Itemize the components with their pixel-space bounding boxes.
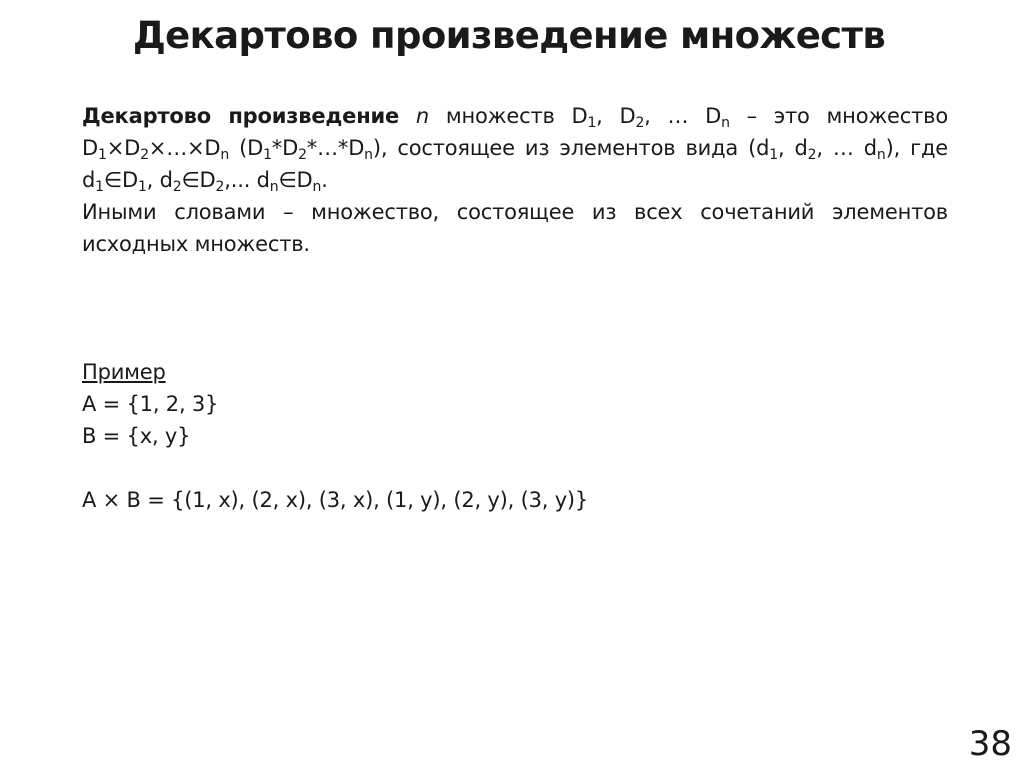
- subscript: 2: [172, 179, 182, 195]
- subscript: n: [269, 179, 279, 195]
- def-text: *D: [271, 136, 299, 160]
- set-a-line: A = {1, 2, 3}: [82, 392, 219, 416]
- def-text: ∈D: [278, 168, 313, 192]
- example-heading: Пример: [82, 360, 166, 384]
- subscript: 2: [298, 147, 307, 163]
- subscript: n: [721, 115, 730, 131]
- def-text: ,... d: [224, 168, 270, 192]
- subscript: 1: [263, 147, 272, 163]
- subscript: 2: [807, 147, 817, 163]
- subscript: n: [220, 147, 230, 163]
- subscript: n: [364, 147, 373, 163]
- def-text: , … D: [644, 104, 722, 128]
- subscript: 1: [587, 115, 597, 131]
- subscript: 1: [97, 147, 107, 163]
- def-text: , D: [596, 104, 636, 128]
- var-n: n: [415, 104, 430, 128]
- subscript: 1: [137, 179, 147, 195]
- subscript: 1: [95, 179, 104, 195]
- subscript: n: [312, 179, 322, 195]
- def-text: , d: [777, 136, 808, 160]
- spacer: [82, 452, 948, 484]
- definition-block: [82, 100, 948, 260]
- def-text: ), где d: [82, 136, 948, 192]
- other-words-paragraph: Иными словами – множество, состоящее из всех сочетаний элементов исходных множеств.: [82, 200, 948, 256]
- def-text: ∈D: [103, 168, 138, 192]
- def-text: .: [321, 168, 328, 192]
- subscript: 2: [635, 115, 645, 131]
- def-text: ∈D: [181, 168, 216, 192]
- subscript: 2: [215, 179, 225, 195]
- product-line: A × B = {(1, x), (2, x), (3, x), (1, y), (2, y), (3, y)}: [82, 488, 589, 512]
- def-text: , d: [146, 168, 173, 192]
- def-text: ), состоящее из элементов вида (d: [372, 136, 770, 160]
- def-text: ×D: [106, 136, 141, 160]
- def-text: – это множество D: [82, 104, 948, 160]
- def-text: *…*D: [306, 136, 365, 160]
- slide-title: Декартово произведение множеств: [132, 14, 886, 57]
- subscript: 1: [769, 147, 778, 163]
- definition-paragraph: [82, 100, 948, 196]
- example-block: [82, 356, 948, 516]
- set-b-line: B = {x, y}: [82, 424, 191, 448]
- def-text: , … d: [816, 136, 877, 160]
- term-bold: Декартово произведение: [82, 104, 400, 128]
- page-number: 38: [968, 724, 1012, 764]
- def-text: множеств D: [429, 104, 588, 128]
- subscript: 2: [140, 147, 149, 163]
- def-text: (D: [229, 136, 264, 160]
- def-text: ×…×D: [148, 136, 221, 160]
- subscript: n: [876, 147, 886, 163]
